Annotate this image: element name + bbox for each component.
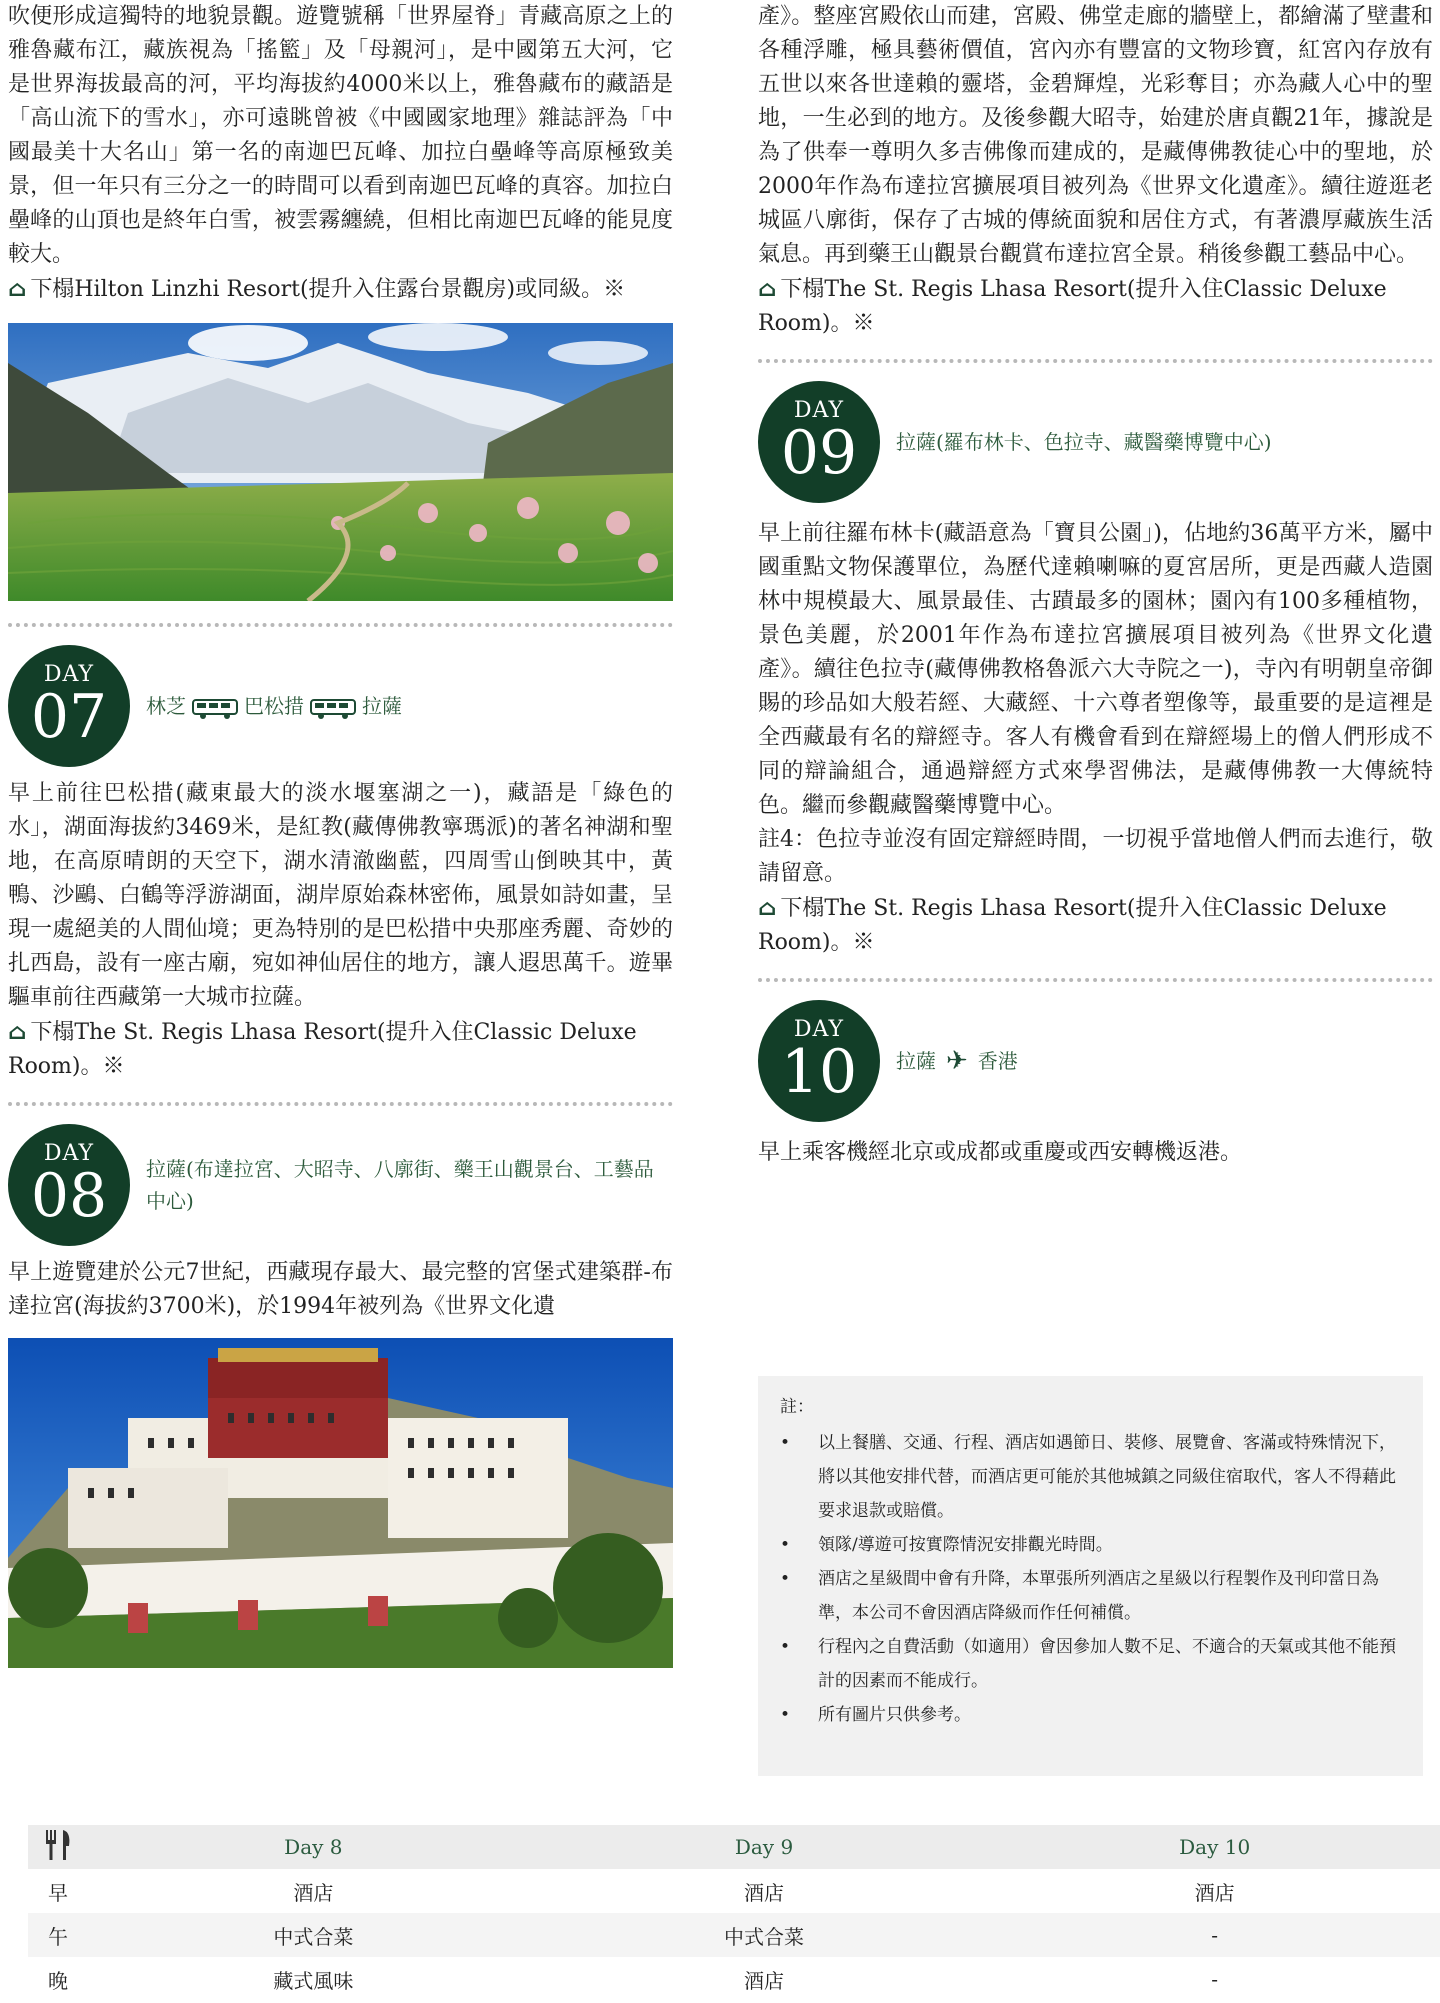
meal-row-breakfast <box>28 1869 1440 1913</box>
intro-text: 吹便形成這獨特的地貌景觀。遊覽號稱「世界屋脊」青藏高原之上的雅魯藏布江，藏族視為「搖籃」及「母親河」，是中國第五大河，它是世界海拔最高的河，平均海拔約4000米以上，雅魯藏布的藏語是「高山流下的雪水」，亦可遠眺曾被《中國國家地理》雜誌評為「中國最美十大名山」第一名的南迦巴瓦峰、加拉白壘峰等高原極致美景，但一年只有三分之一的時間可以看到南迦巴瓦峰的真容。加拉白壘峰的山頂也是終年白雪，被雲霧纏繞，但相比南迦巴瓦峰的能見度較大。 <box>8 4 673 267</box>
route-stop: 林芝 <box>146 694 186 718</box>
day07-header <box>8 645 673 767</box>
route-stop: 拉薩 <box>362 694 402 718</box>
intro-hotel <box>8 272 673 307</box>
day09-text: 早上前往羅布林卡(藏語意為「寶貝公園」)，佔地約36萬平方米，屬中國重點文物保護單位，為歷代達賴喇嘛的夏宮居所，更是西藏人造園林中規模最大、風景最佳、古蹟最多的園林；園內有100多種植物，景色美麗，於2001年作為布達拉宮擴展項目被列為《世界文化遺產》。續往色拉寺(藏傳佛教格魯派六大寺院之一)，寺內有明朝皇帝御賜的珍品如大般若經、大藏經、十六尊者塑像等，最重要的是這裡是全西藏最有名的辯經寺。客人有機會看到在辯經場上的僧人們形成不同的辯論組合，通過辯經方式來學習佛法，是藏傳佛教一大傳統特色。繼而參觀藏醫藥博覽中心。 <box>758 521 1433 818</box>
mountain-valley-illustration <box>8 323 673 601</box>
meal-cell: - <box>1211 1923 1219 1947</box>
day08-badge <box>8 1124 130 1246</box>
route-stop: 拉薩 <box>896 1049 936 1073</box>
divider <box>758 359 1433 363</box>
day-number: 09 <box>780 418 858 488</box>
day-number: 10 <box>780 1037 858 1107</box>
right-column <box>758 0 1433 1170</box>
meal-cell: 中式合菜 <box>724 1924 804 1949</box>
route-text: 拉薩(布達拉宮、大昭寺、八廓街、藥王山觀景台、工藝品中心) <box>146 1157 654 1213</box>
meal-col-header: Day 8 <box>284 1835 343 1859</box>
potala-palace-illustration <box>8 1338 673 1668</box>
bus-icon <box>310 696 356 716</box>
meal-cell: 酒店 <box>744 1968 784 1993</box>
day09-badge <box>758 381 880 503</box>
hotel-icon: ⌂ <box>8 1019 27 1045</box>
notes-item: • 行程內之自費活動（如適用）會因參加人數不足、不適合的天氣或其他不能預計的因素而不能成行。 <box>780 1630 1400 1698</box>
meal-row-dinner <box>28 1957 1440 2001</box>
meal-col-header: Day 9 <box>734 1835 794 1859</box>
meal-col-header: Day 10 <box>1179 1835 1251 1859</box>
meal-cell: - <box>1211 1967 1219 1991</box>
day07-badge <box>8 645 130 767</box>
notes-item: • 領隊/導遊可按實際情況安排觀光時間。 <box>780 1528 1400 1562</box>
hotel-icon: ⌂ <box>8 276 27 302</box>
day-number: 07 <box>30 682 108 752</box>
meal-cell: 酒店 <box>293 1880 334 1905</box>
meal-label: 午 <box>48 1924 68 1949</box>
day07-route <box>146 690 402 722</box>
day-label: DAY <box>43 1141 95 1166</box>
meal-cell: 酒店 <box>744 1880 784 1905</box>
day07-text: 早上前往巴松措(藏東最大的淡水堰塞湖之一)，藏語是「綠色的水」，湖面海拔約3469米，是紅教(藏傳佛教寧瑪派)的著名神湖和聖地，在高原晴朗的天空下，湖水清澈幽藍，四周雪山倒映其中，黃鴨、沙鷗、白鶴等浮游湖面，湖岸原始森林密佈，風景如詩如畫，呈現一處絕美的人間仙境；更為特別的是巴松措中央那座秀麗、奇妙的扎西島，設有一座古廟，宛如神仙居住的地方，讓人遐思萬千。遊畢驅車前往西藏第一大城市拉薩。 <box>8 781 673 1010</box>
day10-text: 早上乘客機經北京或成都或重慶或西安轉機返港。 <box>758 1140 1243 1165</box>
meal-cell: 酒店 <box>1194 1880 1235 1905</box>
meal-row-lunch <box>28 1913 1440 1957</box>
meal-label: 晚 <box>48 1968 68 1993</box>
route-stop: 香港 <box>977 1049 1018 1073</box>
day08-cont-text: 產》。整座宮殿依山而建，宮殿、佛堂走廊的牆壁上，都繪滿了壁畫和各種浮雕，極具藝術價值，宮內亦有豐富的文物珍寶，紅宮內存放有五世以來各世達賴的靈塔，金碧輝煌，光彩奪目；亦為藏人心中的聖地，一生必到的地方。及後參觀大昭寺，始建於唐貞觀21年，據說是為了供奉一尊明久多吉佛像而建成的，是藏傳佛教徒心中的聖地，於2000年作為布達拉宮擴展項目被列為《世界文化遺產》。續往遊逛老城區八廓街，保存了古城的傳統面貌和居住方式，有著濃厚藏族生活氣息。再到藥王山觀景台觀賞布達拉宮全景。稍後參觀工藝品中心。 <box>758 4 1433 267</box>
notes-list <box>780 1426 1400 1732</box>
day-label: DAY <box>43 662 95 687</box>
day09-route <box>896 426 1272 458</box>
day-label: DAY <box>793 398 845 423</box>
day09-note: 註4：色拉寺並沒有固定辯經時間，一切視乎當地僧人們而去進行，敬請留意。 <box>758 827 1433 886</box>
day08-hotel <box>758 272 1433 341</box>
divider <box>8 623 673 627</box>
day09-hotel <box>758 891 1433 960</box>
notes-item: • 酒店之星級間中會有升降，本單張所列酒店之星級以行程製作及刊印當日為準，本公司不會因酒店降級而作任何補償。 <box>780 1562 1400 1630</box>
route-text: 拉薩(羅布林卡、色拉寺、藏醫藥博覽中心) <box>896 430 1272 454</box>
meal-cell: 中式合菜 <box>273 1924 354 1949</box>
day08-route <box>146 1153 666 1217</box>
utensils-icon <box>28 1828 88 1867</box>
day07-hotel-text: 下榻The St. Regis Lhasa Resort(提升入住Classic Deluxe Room)。※ <box>8 1020 637 1079</box>
meal-label: 早 <box>48 1880 68 1905</box>
day-number: 08 <box>30 1161 108 1231</box>
day-label: DAY <box>793 1017 845 1042</box>
route-stop: 巴松措 <box>244 694 304 718</box>
day08-header <box>8 1124 673 1246</box>
meal-header-row <box>28 1825 1440 1869</box>
day09-header <box>758 381 1433 503</box>
notes-title: 註： <box>780 1397 814 1417</box>
potala-palace-photo <box>8 1338 673 1668</box>
intro-hotel-text: 下榻Hilton Linzhi Resort(提升入住露台景觀房)或同級。※ <box>30 277 626 302</box>
notes-item: • 以上餐膳、交通、行程、酒店如遇節日、裝修、展覽會、客滿或特殊情況下，將以其他安排代替，而酒店更可能於其他城鎮之同級住宿取代，客人不得藉此要求退款或賠償。 <box>780 1426 1400 1528</box>
meal-cell: 藏式風味 <box>273 1968 354 1993</box>
divider <box>758 978 1433 982</box>
day09-hotel-text: 下榻The St. Regis Lhasa Resort(提升入住Classic Deluxe Room)。※ <box>758 896 1387 955</box>
meal-table <box>28 1825 1440 2001</box>
day10-route <box>896 1045 1018 1077</box>
notes-item: • 所有圖片只供參考。 <box>780 1698 1400 1732</box>
day08-hotel-text: 下榻The St. Regis Lhasa Resort(提升入住Classic Deluxe Room)。※ <box>758 277 1387 336</box>
bus-icon <box>192 696 238 716</box>
day10-badge <box>758 1000 880 1122</box>
notes-box <box>758 1376 1423 1776</box>
day07-hotel <box>8 1015 673 1084</box>
airplane-icon: ✈ <box>946 1046 968 1076</box>
day10-header <box>758 1000 1433 1122</box>
hotel-icon: ⌂ <box>758 895 777 921</box>
left-column <box>8 0 673 1668</box>
hotel-icon: ⌂ <box>758 276 777 302</box>
mountain-valley-photo <box>8 323 673 601</box>
divider <box>8 1102 673 1106</box>
day08-text: 早上遊覽建於公元7世紀，西藏現存最大、最完整的宮堡式建築群-布達拉宮(海拔約3700米)，於1994年被列為《世界文化遺 <box>8 1260 673 1319</box>
